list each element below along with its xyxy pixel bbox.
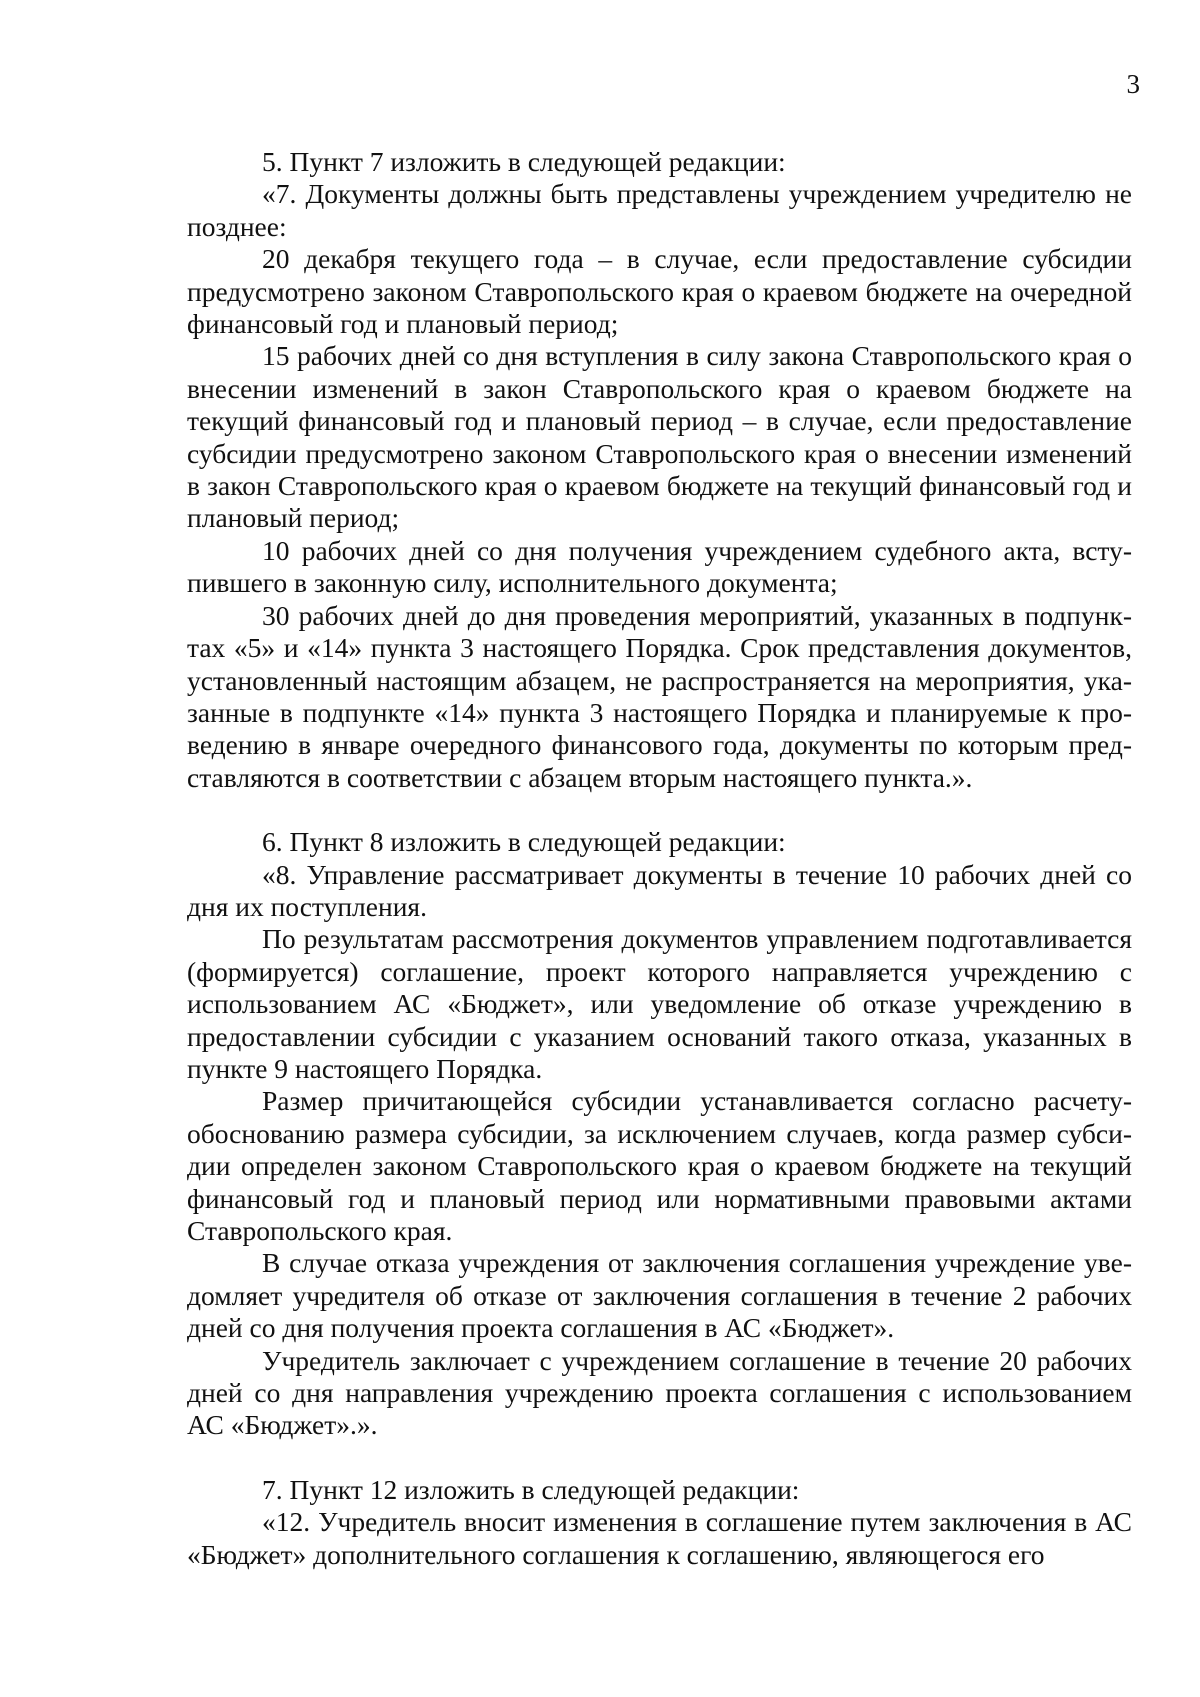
paragraph: Учредитель заключает с учреждением соглашение в течение 20 рабочих дней со дня направления учреждению проекта соглашения с использованием АС «Бюджет».». <box>187 1344 1132 1441</box>
document-body <box>187 146 1132 1571</box>
paragraph: Размер причитающейся субсидии устанавливается согласно расчету-обоснованию размера субсидии, за исключением случаев, когда размер субсидии определен законом Ставропольского края о краевом бюджете на текущий финансовый год и плановый период или нормативными правовыми актами Ставропольского края. <box>187 1085 1132 1246</box>
paragraph: 20 декабря текущего года – в случае, если предоставление субсидии предусмотрено законом Ставропольского края о краевом бюджете на очередной финансовый год и плановый период; <box>187 243 1132 340</box>
paragraph: «8. Управление рассматривает документы в течение 10 рабочих дней со дня их поступления. <box>187 858 1132 922</box>
paragraph: 5. Пункт 7 изложить в следующей редакции: <box>262 146 786 177</box>
paragraph: 30 рабочих дней до дня проведения мероприятий, указанных в подпунктах «5» и «14» пункта 3 настоящего Порядка. Срок представления документов, установленный настоящим абзацем, не распространяется на мероприятия, указанные в подпункте «14» пункта 3 настоящего Порядка и планируемые к проведению в январе очередного финансового года, документы по которым представляются в соответствии с абзацем вторым настоящего пункта.». <box>187 599 1132 793</box>
paragraph: «7. Документы должны быть представлены учреждением учредителю не позднее: <box>187 178 1132 242</box>
page-number: 3 <box>1126 69 1140 99</box>
paragraph: В случае отказа учреждения от заключения соглашения учреждение уведомляет учредителя об отказе от заключения соглашения в течение 2 рабочих дней со дня получения проекта соглашения в АС «Бюджет». <box>187 1247 1132 1344</box>
paragraph: По результатам рассмотрения документов управлением подготавливается (формируется) соглашение, проект которого направляется учреждению с использованием АС «Бюджет», или уведомление об отказе учреждению в предоставлении субсидии с указанием оснований такого отказа, указанных в пункте 9 настоящего Порядка. <box>187 923 1132 1084</box>
paragraph: 10 рабочих дней со дня получения учреждением судебного акта, вступившего в законную силу, исполнительного документа; <box>187 534 1132 599</box>
paragraph: 15 рабочих дней со дня вступления в силу закона Ставропольского края о внесении изменений в закон Ставропольского края о краевом бюджете на текущий финансовый год и плановый период – в случае, если предоставление субсидии предусмотрено законом Ставропольского края о внесении изменений в закон Ставропольского края о краевом бюджете на текущий финансовый год и плановый период; <box>187 340 1132 534</box>
paragraph: 7. Пункт 12 изложить в следующей редакции: <box>262 1473 800 1505</box>
paragraph: «12. Учредитель вносит изменения в соглашение путем заключения в АС «Бюджет» дополнительного соглашения к соглашению, являющегося его <box>187 1506 1132 1570</box>
paragraph: 6. Пункт 8 изложить в следующей редакции: <box>262 826 786 858</box>
